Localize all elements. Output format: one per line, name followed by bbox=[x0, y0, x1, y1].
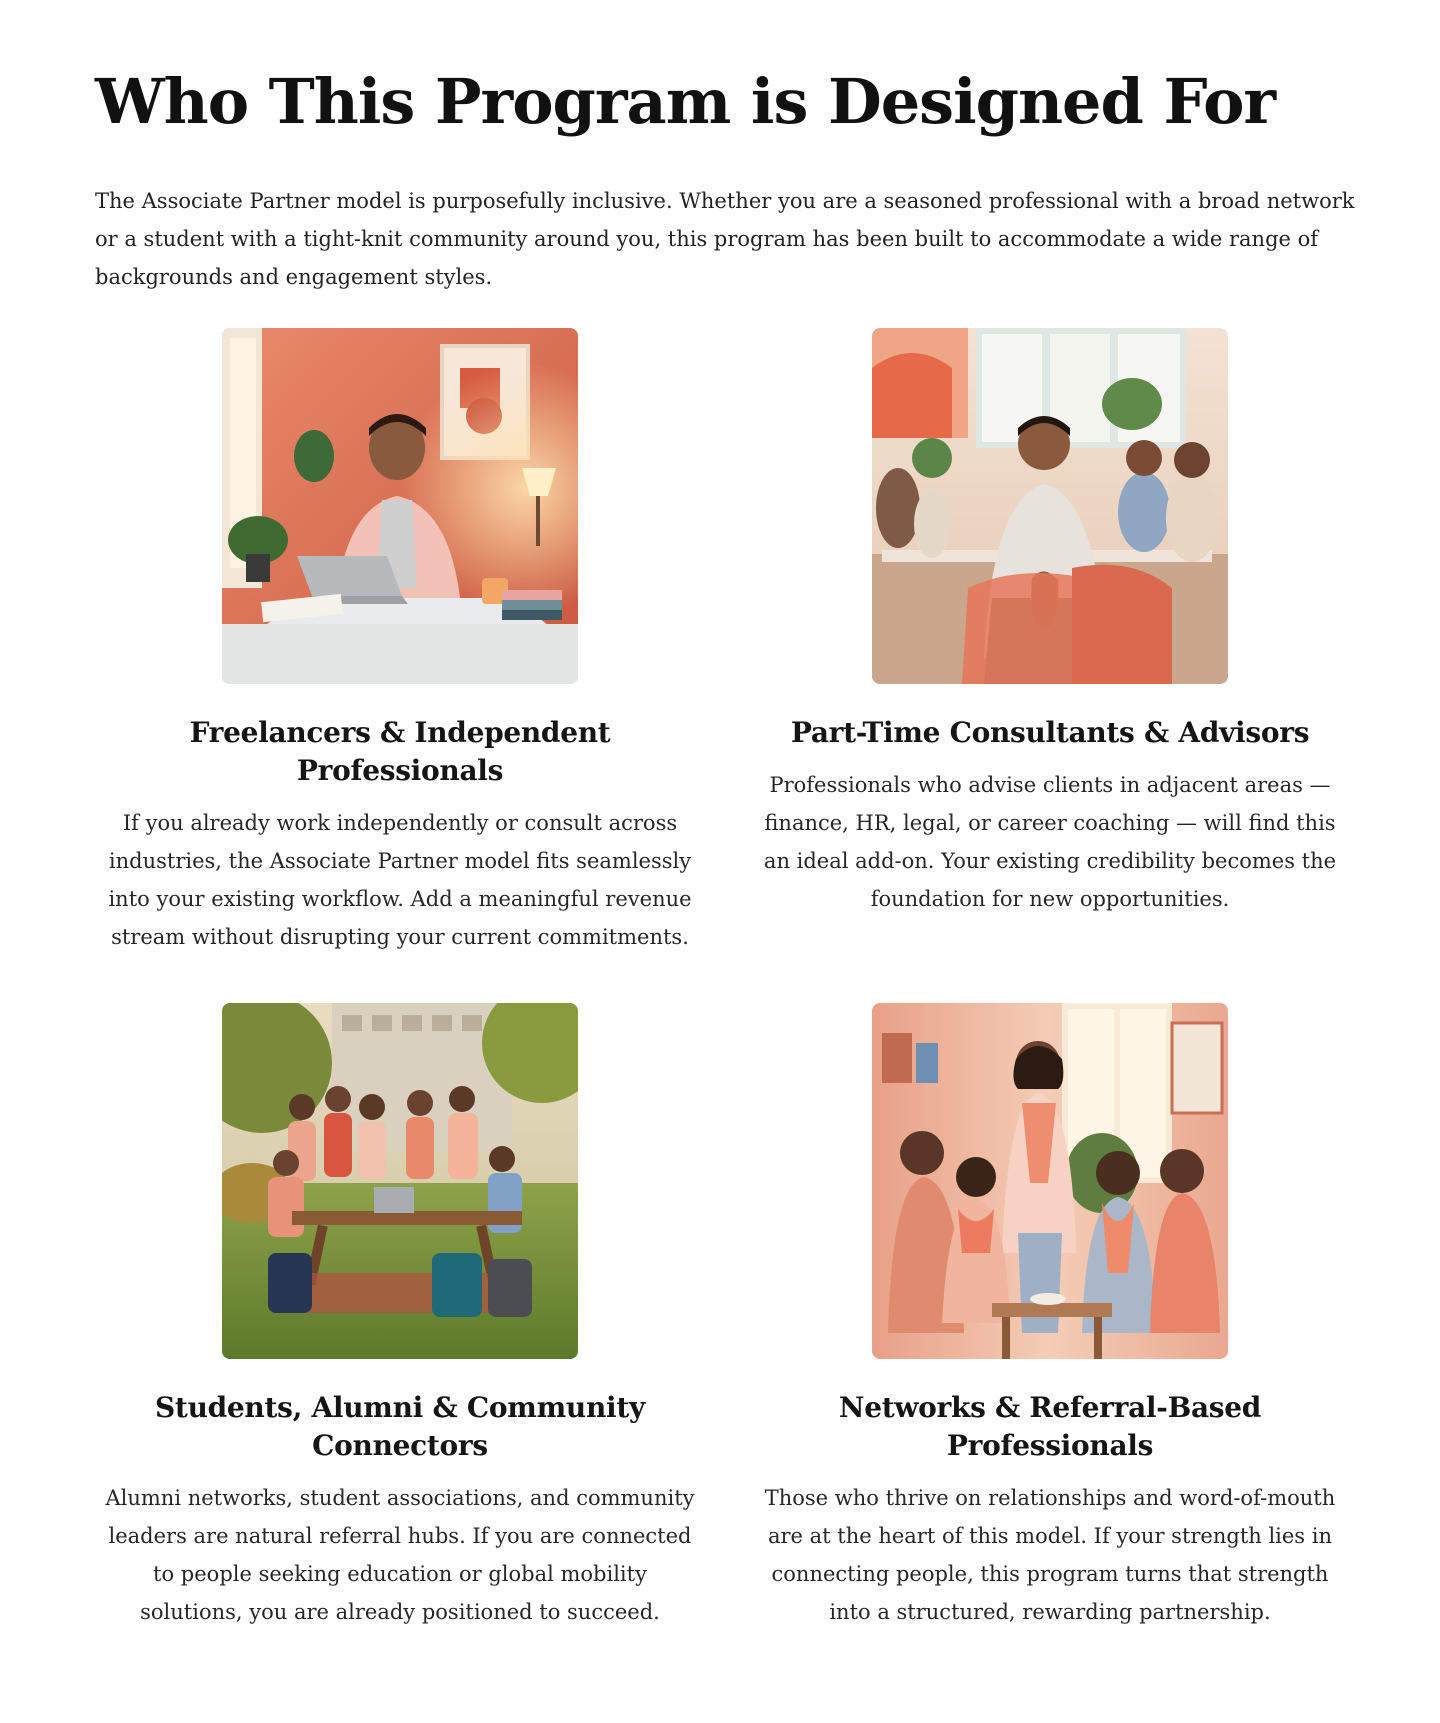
card-title: Networks & Referral-Based Professionals bbox=[838, 1391, 1262, 1462]
card-description: Those who thrive on relationships and word-of-mouth are at the heart of this model. If your strength lies in connecting people, this program turns that strength into a structured, rewarding partnership. bbox=[764, 1486, 1336, 1624]
students-photo bbox=[222, 1003, 578, 1359]
card-title: Part-Time Consultants & Advisors bbox=[790, 716, 1310, 749]
consultant-photo bbox=[872, 328, 1228, 684]
card-description: Professionals who advise clients in adjacent areas — finance, HR, legal, or career coaching — will find this an ideal add-on. Your existing credibility becomes the foundation for new opportunities. bbox=[763, 773, 1337, 911]
page-title: Who This Program is Designed For bbox=[95, 65, 1276, 138]
audience-card-consultants bbox=[745, 328, 1355, 1003]
networks-photo bbox=[872, 1003, 1228, 1359]
freelancer-illustration bbox=[222, 328, 578, 684]
card-description: If you already work independently or consult across industries, the Associate Partner model fits seamlessly into your existing workflow. Add a meaningful revenue stream without disrupting your current commitments. bbox=[108, 811, 692, 949]
networks-illustration bbox=[872, 1003, 1228, 1359]
card-title: Freelancers & Independent Professionals bbox=[189, 716, 611, 787]
intro-paragraph: The Associate Partner model is purposefully inclusive. Whether you are a seasoned professional with a broad network or a student with a tight-knit community around you, this program has been built to accommodate a wide range of backgrounds and engagement styles. bbox=[95, 189, 1355, 289]
audience-grid bbox=[95, 328, 1355, 1678]
audience-card-students bbox=[95, 1003, 705, 1678]
card-description: Alumni networks, student associations, and community leaders are natural referral hubs. If you are connected to people seeking education or global mobility solutions, you are already positioned to succeed. bbox=[105, 1486, 695, 1624]
freelancer-photo bbox=[222, 328, 578, 684]
audience-card-networks bbox=[745, 1003, 1355, 1678]
consultant-illustration bbox=[872, 328, 1228, 684]
card-title: Students, Alumni & Community Connectors bbox=[155, 1391, 645, 1462]
audience-card-freelancers bbox=[95, 328, 705, 1003]
students-illustration bbox=[222, 1003, 578, 1359]
